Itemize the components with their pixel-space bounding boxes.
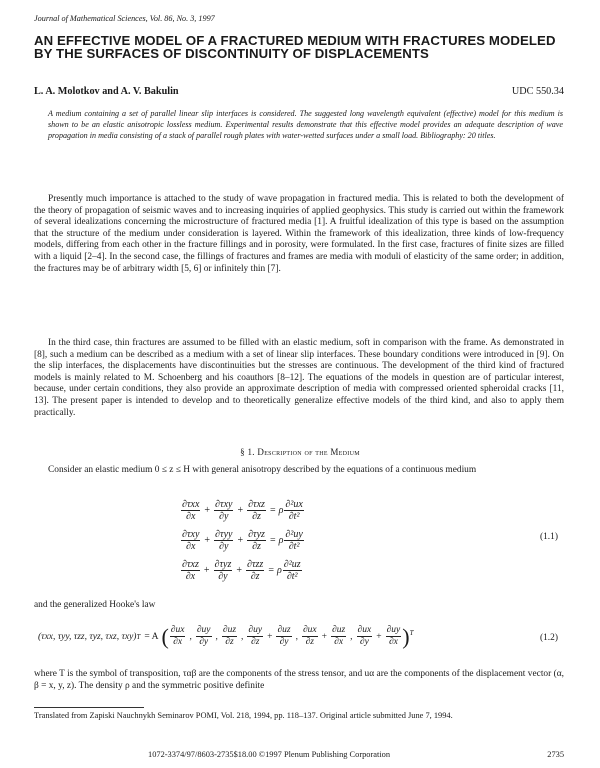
numerator: ∂uy [248,625,263,635]
footnote: Translated from Zapiski Nauchnykh Seminarov POMI, Vol. 218, 1994, pp. 118–137. Original article submitted June 7, 1994. [34,711,453,720]
denominator: ∂t² [286,570,298,582]
comma: , [350,631,353,642]
equation-number-1-1: (1.1) [540,532,558,542]
plus-sign: + [204,534,211,546]
fraction [214,499,233,522]
equation-row [180,525,480,555]
fraction [170,625,186,648]
numerator: ∂τyz [214,558,232,570]
paragraph-1: Presently much importance is attached to the study of wave propagation in fractured media. This is related to both the development of the theory of propagation of seismic waves and to increasing inquiries of applied geophysics. This study is carried out within the framework of several idealizations concerning the microstructure of fractured media [1]. A fruitful idealization of this type is based on the assumption that the structure of the medium under consideration is layered. Within the framework of this idealization, three kinds of low-frequency models, differing from each other in the fracture fillings and in porosity, were formulated. In the first case, fractures of finite sizes are filled with a liquid [2–4]. In the second case, the fillings of fractures and frames are media with moduli of elasticity of the same order; in addition, the fractures may be of arbitrary width [5, 6] or infinitely thin [7]. [34,194,564,274]
abstract: A medium containing a set of parallel linear slip interfaces is considered. The suggested long wavelength equivalent (effective) model for this medium is shown to be an elastic anisotropic lossless medium. Experimental results demonstrate that this effective model provides an adequate description of wave propagation in media consisting of a stack of parallel rough plates with water-wetted surfaces under a small load. Bibliography: 20 titles. [48,109,563,141]
fraction [247,625,263,648]
plus-sign: + [237,534,244,546]
numerator: ∂uy [196,625,211,635]
equation-1-1 [180,495,480,585]
paper-title: AN EFFECTIVE MODEL OF A FRACTURED MEDIUM WITH FRACTURES MODELED BY THE SURFACES OF DISCONTINUITY OF DISPLACEMENTS [34,33,556,61]
denominator: ∂z [251,637,260,647]
numerator: ∂ux [302,625,317,635]
journal-header: Journal of Mathematical Sciences, Vol. 86, No. 3, 1997 [34,14,215,23]
numerator: ∂uz [277,625,291,635]
plus-sign: + [376,631,382,642]
authors: L. A. Molotkov and A. V. Bakulin [34,86,179,97]
numerator: ∂τzz [247,558,264,570]
denominator: ∂z [305,637,315,647]
denominator: ∂y [219,540,229,552]
denominator: ∂x [186,540,196,552]
transpose-symbol: T [136,632,141,641]
comma: , [215,631,218,642]
equation-row [180,495,480,525]
footnote-divider [34,707,144,708]
plus-sign: + [204,504,211,516]
plus-sign: + [237,504,244,516]
denominator: ∂y [359,637,369,647]
numerator: ∂τxx [182,498,200,510]
equation-number-1-2: (1.2) [540,633,558,643]
numerator: ∂τxz [248,498,265,510]
denominator: ∂z [225,637,234,647]
density-symbol: ρ [278,504,284,516]
fraction [386,625,402,648]
fraction [331,625,346,648]
denominator: ∂z [250,570,260,582]
transpose-symbol: T [409,629,414,637]
equation-row [180,555,480,585]
stiffness-matrix: = A [144,631,159,642]
fraction [276,625,291,648]
numerator: ∂²uz [283,558,301,570]
hooke-intro: and the generalized Hooke's law [34,600,156,610]
denominator: ∂z [252,510,261,522]
page-number: 2735 [547,750,564,759]
numerator: ∂τyz [248,528,265,540]
fraction [222,625,237,648]
denominator: ∂y [219,510,229,522]
denominator: ∂x [186,510,196,522]
right-paren: ) [402,623,410,649]
numerator: ∂uz [332,625,346,635]
comma: , [189,631,192,642]
paragraph-2: In the third case, thin fractures are assumed to be filled with an elastic medium, soft in comparison with the frame. As demonstrated in [8], such a medium can be described as a medium with a set of linear slip interfaces. These boundary conditions were introduced in [9]. On the slip interfaces, the displacements have discontinuities but the stresses are continuous. The development of the third kind of fractured models is mainly related to M. Schoenberg and his coauthors [8–12]. The equations of the models in question are of particular interest, because, under certain conditions, they also provide an approximate description of media with compressed oriented spheroidal cracks [11, 13]. The present paper is intended to develop and to theoretically generalize effective models of the third kind, and also to apply them practically. [34,338,564,418]
fraction [181,559,200,582]
paragraph-4: where T is the symbol of transposition, ταβ are the components of the stress tensor, and uα are the components of the displacement vector (α, β = x, y, z). The density ρ and the symmetric positive definite [34,669,564,691]
fraction [284,529,303,552]
equals-sign: = [268,564,274,576]
numerator: ∂τxy [182,528,200,540]
density-symbol: ρ [278,534,284,546]
fraction [247,499,266,522]
numerator: ∂ux [170,625,185,635]
stress-vector: (τxx, τyy, τzz, τyz, τxz, τxy) [38,631,137,642]
comma: , [295,631,298,642]
equals-sign: = [269,504,276,516]
numerator: ∂²uy [285,528,303,540]
section-title: Description of the Medium [257,447,360,457]
fraction [246,559,264,582]
fraction [196,625,212,648]
denominator: ∂x [173,637,183,647]
density-symbol: ρ [276,564,282,576]
numerator: ∂τxy [215,498,233,510]
fraction [284,499,303,522]
denominator: ∂t² [288,540,300,552]
plus-sign: + [236,564,242,576]
left-paren: ( [161,623,169,649]
fraction [181,529,200,552]
denominator: ∂x [334,637,344,647]
denominator: ∂y [218,570,228,582]
numerator: ∂²ux [285,498,303,510]
fraction [357,625,373,648]
numerator: ∂uz [222,625,237,635]
fraction [283,559,302,582]
equals-sign: = [269,534,276,546]
fraction [302,625,318,648]
denominator: ∂y [279,637,289,647]
denominator: ∂x [185,570,196,582]
equation-1-2 [38,625,558,648]
udc-code: UDC 550.34 [511,86,564,97]
fraction [181,499,200,522]
section-heading [0,447,600,457]
section-number: § 1. [240,447,255,457]
plus-sign: + [203,564,210,576]
paragraph-3: Consider an elastic medium 0 ≤ z ≤ H with general anisotropy described by the equations of a continuous medium [48,465,477,475]
fraction [214,529,233,552]
denominator: ∂y [199,637,209,647]
numerator: ∂ux [357,625,372,635]
numerator: ∂τyy [215,528,233,540]
comma: , [241,631,244,642]
fraction [214,559,233,582]
plus-sign: + [267,631,273,642]
footer-publication-id: 1072-3374/97/8603-2735$18.00 ©1997 Plenum Publishing Corporation [148,750,391,759]
denominator: ∂x [388,637,398,647]
fraction [247,529,266,552]
denominator: ∂t² [288,510,300,522]
denominator: ∂z [252,540,261,552]
numerator: ∂uy [386,625,401,635]
numerator: ∂τxz [182,558,199,570]
plus-sign: + [321,631,328,642]
